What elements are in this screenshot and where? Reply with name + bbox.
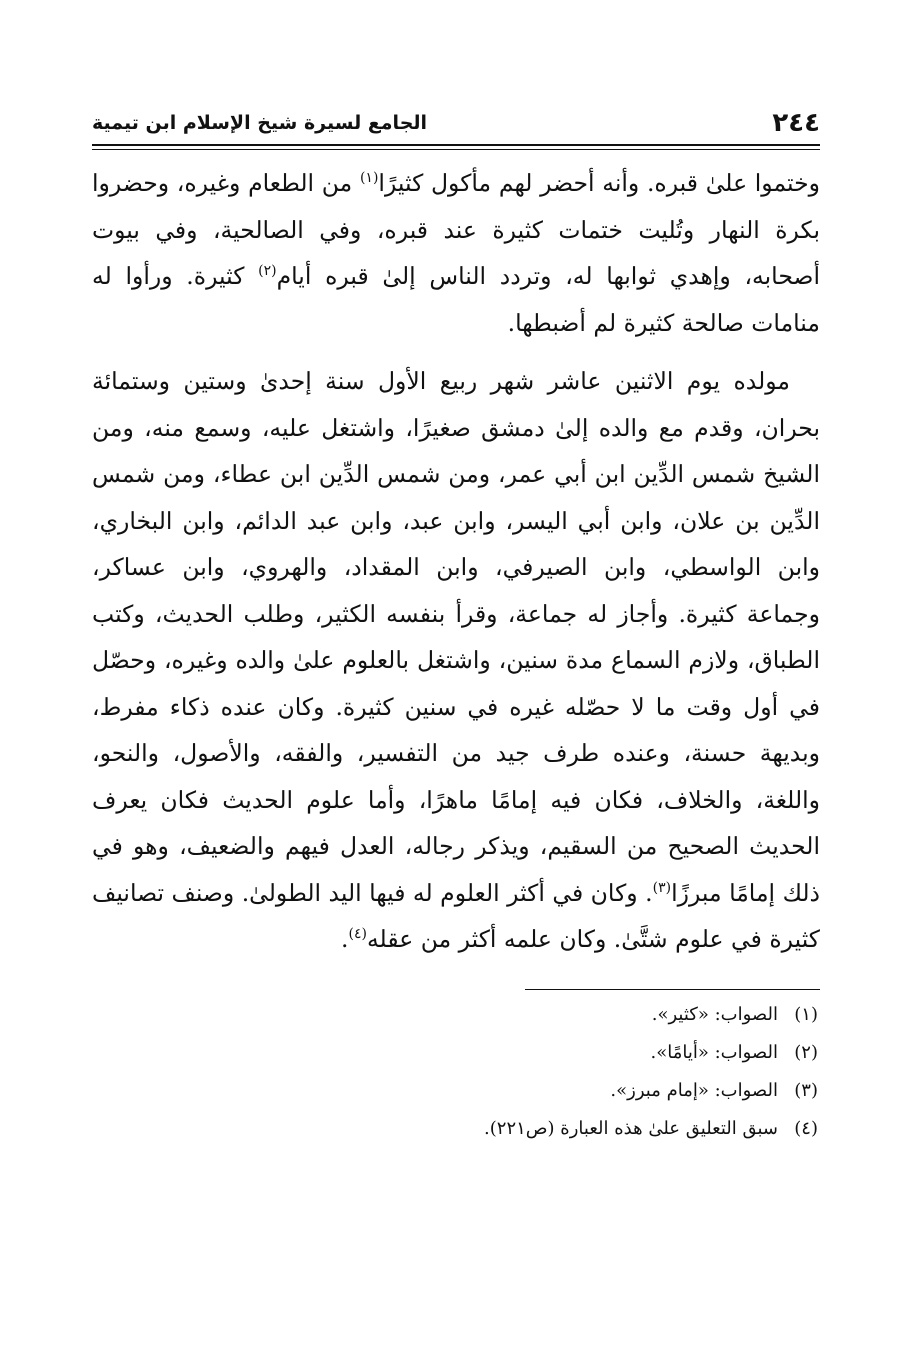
footnote-marker: (١) bbox=[359, 170, 379, 187]
footnote-number: (٣) bbox=[794, 1079, 818, 1101]
text-segment: . وكان في أكثر العلوم له فيها اليد الطولىٰ. وصنف تصانيف كثيرة في علوم شتَّىٰ. وكان علمه أكثر من عقله bbox=[92, 878, 820, 953]
book-page bbox=[92, 100, 820, 1148]
footnote-marker: (٤) bbox=[348, 926, 367, 943]
paragraph bbox=[92, 160, 820, 346]
main-text bbox=[92, 160, 820, 963]
footnote-number: (٢) bbox=[794, 1041, 818, 1063]
footnote-text: سبق التعليق علىٰ هذه العبارة (ص٢٢١). bbox=[484, 1117, 778, 1139]
page-header bbox=[92, 100, 820, 144]
running-title: الجامع لسيرة شيخ الإسلام ابن تيمية bbox=[92, 112, 428, 134]
footnote-number: (٤) bbox=[794, 1117, 818, 1139]
footnote-rule bbox=[525, 989, 820, 990]
text-segment: مولده يوم الاثنين عاشر شهر ربيع الأول سنة إحدىٰ وستين وستمائة بحران، وقدم مع والده إلىٰ دمشق صغيرًا، واشتغل عليه، وسمع منه، ومن الشيخ شمس الدِّين ابن أبي عمر، ومن شمس الدِّين ابن عطاء، ومن شمس الدِّين بن علان، وابن أبي اليسر، وابن عبد، وابن عبد الدائم، وابن البخاري، وابن الواسطي، وابن الصيرفي، وابن المقداد، والهروي، وابن عساكر، وجماعة كثيرة. وأجاز له جماعة، وقرأ بنفسه الكثير، وطلب الحديث، وكتب الطباق، ولازم السماع مدة سنين، واشتغل بالعلوم علىٰ والده وغيره، وحصّل في أول وقت ما لا حصّله غيره في سنين كثيرة. وكان عنده ذكاء مفرط، وبديهة حسنة، وعنده طرف جيد من التفسير، والفقه، والأصول، والنحو، واللغة، والخلاف، فكان فيه إمامًا ماهرًا، وأما علوم الحديث فكان يعرف الحديث الصحيح من السقيم، ويذكر رجاله، العدل فيهم والضعيف، وهو في ذلك إمامًا مبرزًا bbox=[92, 367, 820, 907]
text-segment: . bbox=[341, 925, 349, 953]
text-segment: كثيرة. ورأوا له منامات صالحة كثيرة لم أضبطها. bbox=[92, 262, 820, 337]
text-segment: وختموا علىٰ قبره. وأنه أحضر لهم مأكول كثيرًا bbox=[378, 169, 821, 197]
footnote bbox=[92, 1072, 818, 1110]
footnote bbox=[92, 1110, 818, 1148]
footnote-marker: (٢) bbox=[258, 263, 277, 280]
footnote-text: الصواب: «إمام مبرز». bbox=[610, 1079, 778, 1101]
header-rule-thin bbox=[92, 149, 820, 150]
footnote bbox=[92, 1034, 818, 1072]
footnotes bbox=[92, 996, 820, 1148]
page-number: ٢٤٤ bbox=[772, 108, 820, 138]
text-segment: من الطعام وغيره، وحضروا بكرة النهار وتُليت ختمات كثيرة عند قبره، وفي الصالحية، وفي بيوت أصحابه، وإهدي ثوابها له، وتردد الناس إلىٰ قبره أيام bbox=[92, 169, 820, 290]
footnote-text: الصواب: «كثير». bbox=[651, 1003, 778, 1025]
footnote-marker: (٣) bbox=[652, 879, 672, 896]
footnote-number: (١) bbox=[794, 1003, 818, 1025]
footnote bbox=[92, 996, 818, 1034]
footnote-text: الصواب: «أيامًا». bbox=[650, 1041, 778, 1063]
header-rule bbox=[92, 144, 820, 146]
paragraph bbox=[92, 358, 820, 963]
